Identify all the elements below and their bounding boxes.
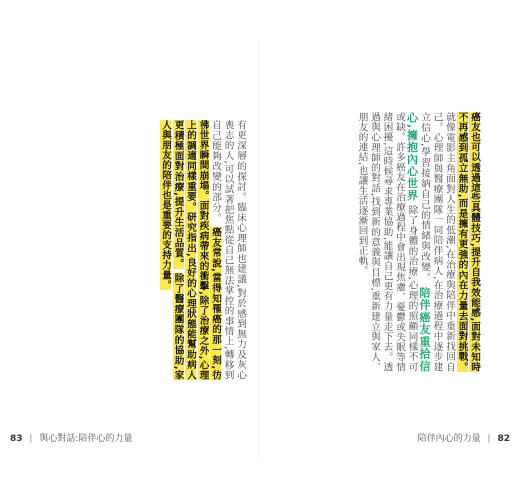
footer-separator: | bbox=[29, 434, 33, 444]
right-page-text-column bbox=[275, 112, 480, 372]
right-page bbox=[260, 0, 520, 500]
footer-separator: | bbox=[487, 434, 491, 444]
right-intro-paragraph: 就像電影主角面對人生的低潮,在治療與陪伴中重新找回自己。心理師與醫療團隊一同陪伴病人,在治療過程中逐步建立信心,學習接納自己的情緒與改變。 bbox=[419, 112, 455, 372]
left-page-text-column bbox=[61, 120, 246, 380]
right-page-footer bbox=[418, 431, 510, 444]
left-highlight-paragraph-1: 癌友常說,當得知罹癌的那一刻,彷彿世界瞬間崩塌。面對疾病帶來的衝擊,除了治療之外,心理上的調適同樣重要。研究指出,良好的心理狀態能幫助病人更積極面對治療,提升生活品質。 bbox=[172, 120, 221, 381]
left-page-running-title: 與心對話:陪伴心的力量 bbox=[39, 434, 133, 444]
left-page-number: 83 bbox=[10, 434, 23, 444]
section-heading: 陪伴癌友重拾信心,擁抱內心世界 bbox=[405, 112, 431, 373]
right-top-highlight: 癌友也可以透過這些具體技巧,提升自我效能感,面對未知時不再感到孤立無助,而是擁有更強的內在力量去面對挑戰。 bbox=[456, 112, 480, 372]
left-highlight-paragraph-2: 除了醫療團隊的協助,家人與朋友的陪伴也是重要的支持力量。 bbox=[160, 120, 184, 380]
right-body-paragraph: 除了身體的治療,心理的照顧同樣不可或缺。許多癌友在治療過程中會出現焦慮、憂鬱或失眠等情緒困擾,這時候尋求專業協助,能讓自己更有力量走下去。透過與心理師的對話,找到新的意義與目標,重新建立與家人、朋友的連結,也讓生活逐漸回到正軌。 bbox=[356, 112, 418, 372]
left-page-footer bbox=[10, 431, 132, 444]
left-body-paragraph: 有更深層的探討。臨床心理師也建議,對於感到無力及灰心喪志的人,可以試著把焦點從自己無法掌控的事情上,轉移到自己能夠改變的部分。 bbox=[210, 120, 246, 380]
right-page-running-title: 陪伴內心的力量 bbox=[417, 434, 481, 444]
right-page-number: 82 bbox=[497, 434, 510, 444]
